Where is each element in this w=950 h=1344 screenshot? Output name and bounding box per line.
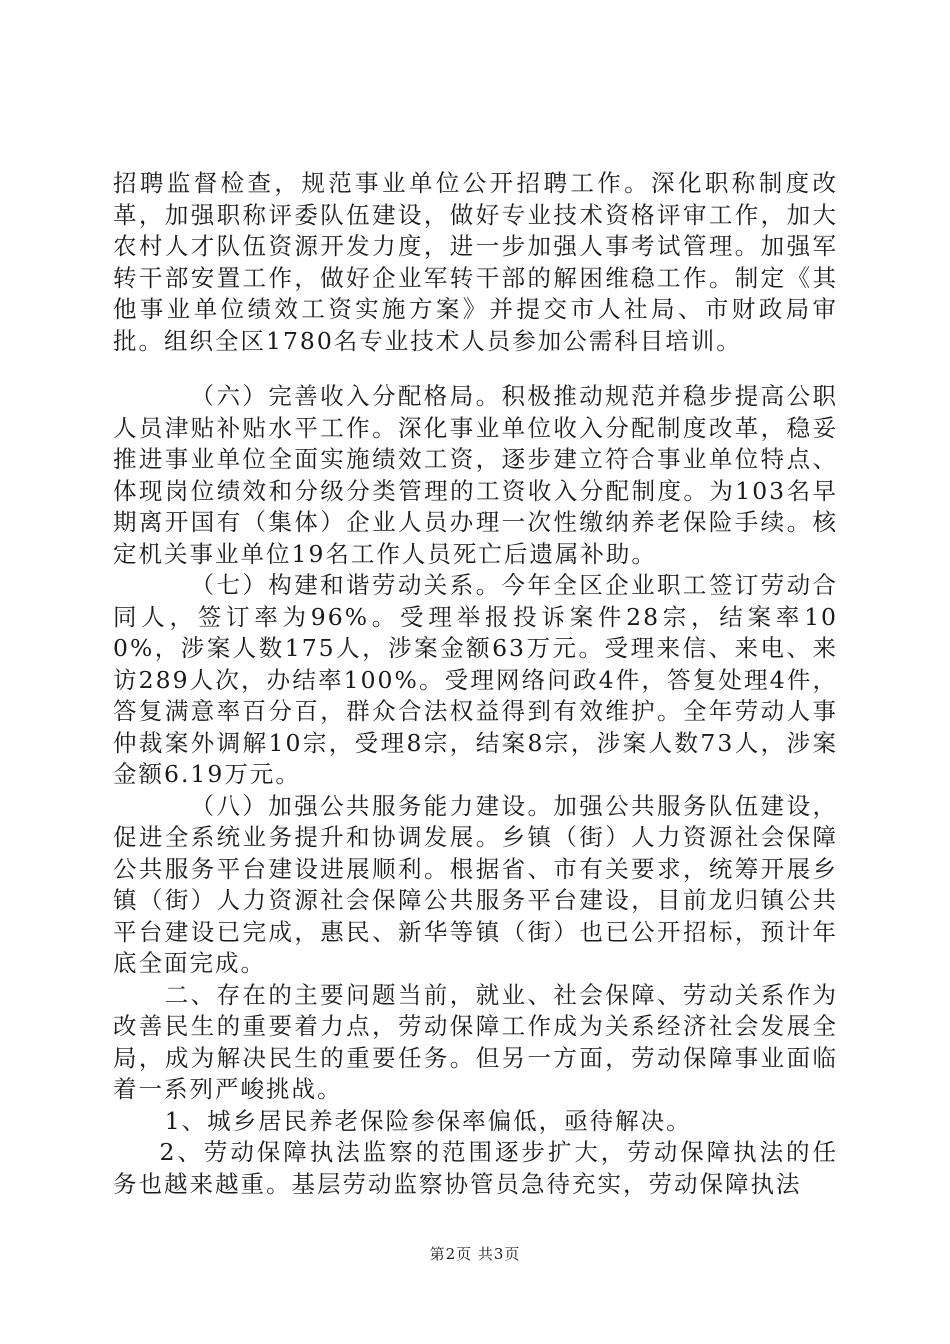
paragraph-public-service: （八）加强公共服务能力建设。加强公共服务队伍建设，促进全系统业务提升和协调发展。乡镇（街）人力资源社会保障公共服务平台建设进展顺利。根据省、市有关要求，统筹开展乡镇（街）人力资源社会保障公共服务平台建设，目前龙归镇公共平台建设已完成，惠民、新华等镇（街）也已公开招标，预计年底全面完成。 <box>113 791 838 977</box>
document-body <box>113 168 838 1200</box>
paragraph-recruitment: 招聘监督检查，规范事业单位公开招聘工作。深化职称制度改革，加强职称评委队伍建设，做好专业技术资格评审工作，加大农村人才队伍资源开发力度，进一步加强人事考试管理。加强军转干部安置工作，做好企业军转干部的解困维稳工作。制定《其他事业单位绩效工资实施方案》并提交市人社局、市财政局审批。组织全区1780名专业技术人员参加公需科目培训。 <box>113 169 838 355</box>
paragraph-labor-relations: （七）构建和谐劳动关系。今年全区企业职工签订劳动合同人，签订率为96%。受理举报投诉案件28宗，结案率100%，涉案人数175人，涉案金额63万元。受理来信、来电、来访289人次，办结率100%。受理网络问政4件，答复处理4件，答复满意率百分百，群众合法权益得到有效维护。全年劳动人事仲裁案外调解10宗，受理8宗，结案8宗，涉案人数73人，涉案金额6.19万元。 <box>113 571 838 788</box>
paragraph-income-distribution: （六）完善收入分配格局。积极推动规范并稳步提高公职人员津贴补贴水平工作。深化事业单位收入分配制度改革，稳妥推进事业单位全面实施绩效工资，逐步建立符合事业单位特点、体现岗位绩效和分级分类管理的工资收入分配制度。为103名早期离开国有（集体）企业人员办理一次性缴纳养老保险手续。核定机关事业单位19名工作人员死亡后遗属补助。 <box>113 382 838 568</box>
paragraph-main-problems: 二、存在的主要问题当前，就业、社会保障、劳动关系作为改善民生的重要着力点，劳动保障工作成为关系经济社会发展全局，成为解决民生的重要任务。但另一方面，劳动保障事业面临着一系列严峻挑战。 <box>113 980 838 1103</box>
page-footer: 第2页 共3页 <box>429 1245 521 1263</box>
paragraph-problem-2: 2、劳动保障执法监察的范围逐步扩大，劳动保障执法的任务也越来越重。基层劳动监察协管员急待充实，劳动保障执法 <box>113 1138 838 1198</box>
paragraph-problem-1: 1、城乡居民养老保险参保率偏低，亟待解决。 <box>164 1106 692 1135</box>
